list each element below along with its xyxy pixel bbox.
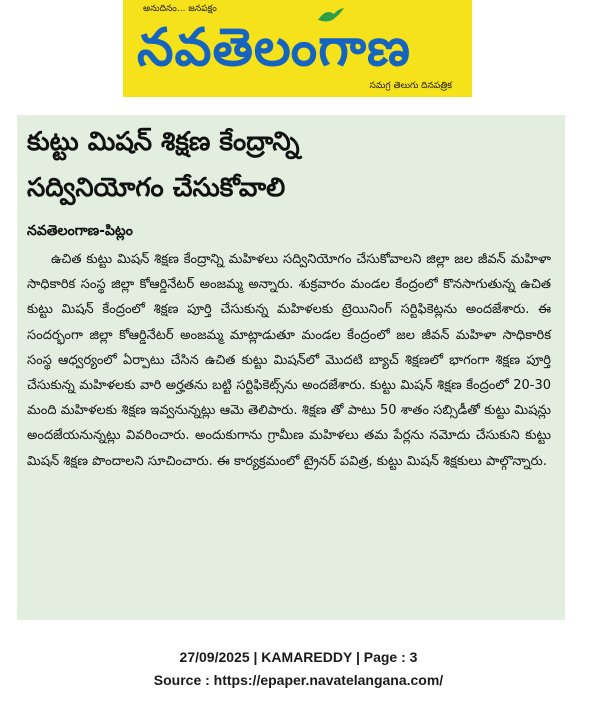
masthead-tagline-top: అనుదినం... జనపక్షం	[143, 4, 217, 14]
news-clipping	[17, 115, 565, 620]
masthead-tagline-bottom: సమగ్ర తెలుగు దినపత్రిక	[369, 81, 452, 91]
masthead-logo	[123, 0, 472, 97]
masthead-brand: నవతెలంగాణ	[137, 18, 412, 78]
headline-line-2: సద్వినియోగం చేసుకోవాలి	[27, 173, 286, 203]
footer-source: Source : https://epaper.navatelangana.com/	[153, 672, 444, 688]
footer	[0, 646, 597, 692]
byline: నవతెలంగాణ-పిట్లం	[27, 223, 133, 239]
headline-line-1: కుట్టు మిషన్ శిక్షణ కేంద్రాన్ని	[27, 127, 300, 157]
footer-dateline: 27/09/2025 | KAMAREDDY | Page : 3	[179, 649, 418, 665]
article-body: ఉచిత కుట్టు మిషన్ శిక్షణ కేంద్రాన్ని మహిళలు సద్వినియోగం చేసుకోవాలని జిల్లా జల జీవన్ మహిళా సాధికారిక సంస్థ జిల్లా కోఆర్డినేటర్ అంజమ్మ అన్నారు. శుక్రవారం మండల కేంద్రంలో కొనసాగుతున్న ఉచిత కుట్టు మిషన్ కేంద్రంలో శిక్షణ పూర్తి చేసుకున్న మహిళలకు ట్రెయినింగ్ సర్టిఫికెట్లను అందజేశారు. ఈ సందర్భంగా జిల్లా కోఆర్డినేటర్ అంజమ్మ మాట్లాడుతూ మండల కేంద్రంలో జల జీవన్ మహిళా సాధికారిక సంస్థ ఆధ్వర్యంలో ఏర్పాటు చేసిన ఉచిత కుట్టు మిషన్‌లో మొదటి బ్యాచ్ శిక్షణలో భాగంగా శిక్షణ పూర్తి చేసుకున్న మహిళలకు వారి అర్హతను బట్టి సర్టిఫికెట్స్‌ను అందజేశారు. కుట్టు మిషన్ శిక్షణ కేంద్రంలో 20-30 మంది మహిళలకు శిక్షణ ఇవ్వనున్నట్లు ఆమె తెలిపారు. శిక్షణ తో పాటు 50 శాతం సబ్సిడీతో కుట్టు మిషన్లు అందజేయనున్నట్లు వివరించారు. అందుకుగాను గ్రామీణ మహిళలు తమ పేర్లను నమోదు చేసుకుని కుట్టు మిషన్ శిక్షణ పొందాలని సూచించారు. ఈ కార్యక్రమంలో ట్రైనర్ పవిత్ర, కుట్టు మిషన్ శిక్షకులు పాల్గొన్నారు.	[27, 252, 551, 469]
headline	[27, 119, 551, 211]
